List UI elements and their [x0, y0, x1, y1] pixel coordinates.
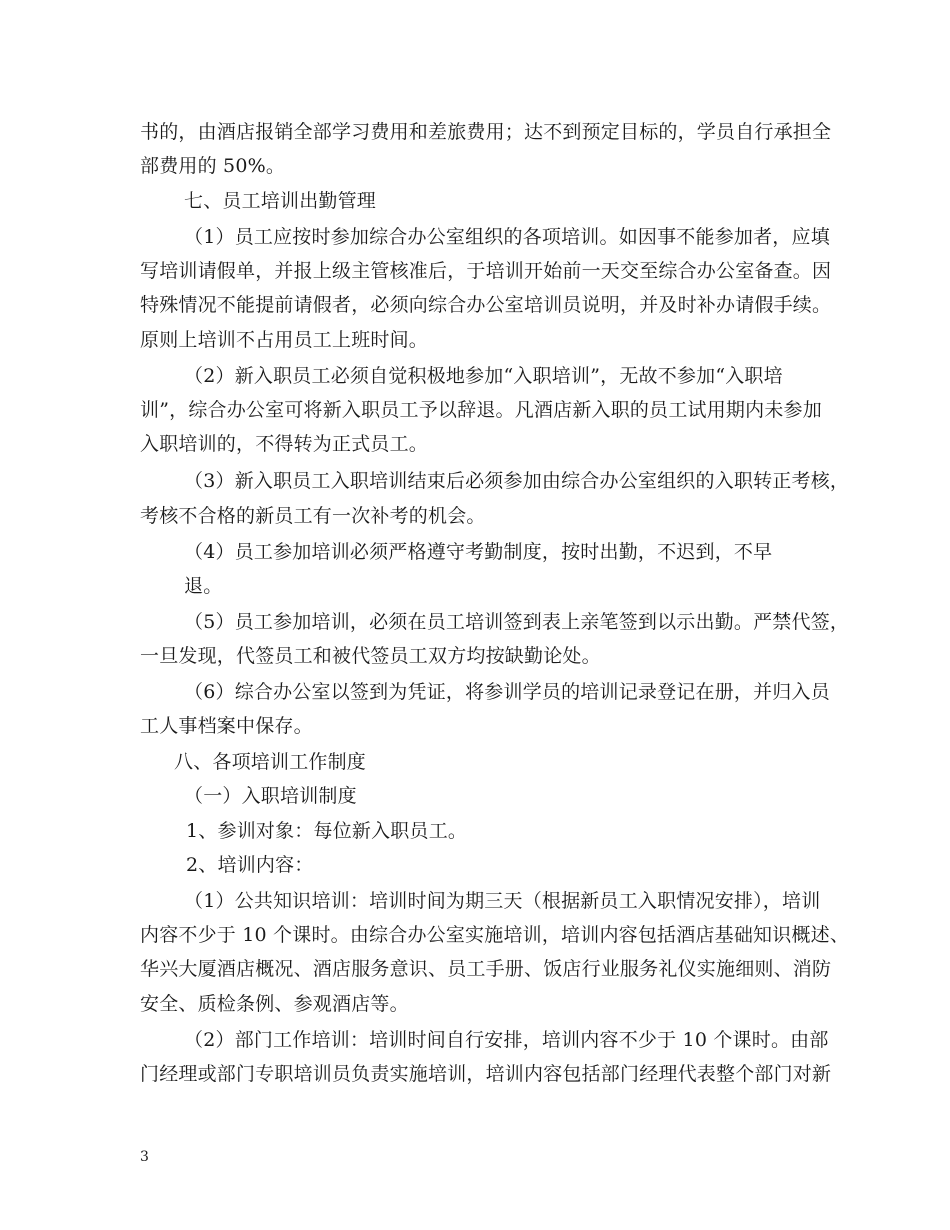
- text-line: 华兴大厦酒店概况、酒店服务意识、员工手册、饭店行业服务礼仪实施细则、消防: [140, 958, 832, 980]
- text-line: 一旦发现，代签员工和被代签员工双方均按缺勤论处。: [140, 645, 601, 667]
- text-line: 考核不合格的新员工有一次补考的机会。: [140, 505, 486, 527]
- text-line: 部费用的 50%。: [140, 155, 286, 177]
- text-line: 入职培训的，不得转为正式员工。: [140, 433, 429, 455]
- text-line: （6）综合办公室以签到为凭证，将参训学员的培训记录登记在册，并归入员: [184, 681, 830, 703]
- subsection-heading: （一）入职培训制度: [184, 785, 357, 807]
- text-line: （2）部门工作培训：培训时间自行安排，培训内容不少于 10 个课时。由部: [184, 1029, 829, 1051]
- text-line: 工人事档案中保存。: [140, 715, 313, 737]
- text-line: 写培训请假单，并报上级主管核准后，于培训开始前一天交至综合办公室备查。因: [140, 260, 832, 282]
- text-line: 特殊情况不能提前请假者，必须向综合办公室培训员说明，并及时补办请假手续。: [140, 294, 832, 316]
- text-line: （2）新入职员工必须自觉积极地参加“入职培训”，无故不参加“入职培: [184, 365, 783, 387]
- text-line: 安全、质检条例、参观酒店等。: [140, 993, 409, 1015]
- text-line: 书的，由酒店报销全部学习费用和差旅费用；达不到预定目标的，学员自行承担全: [140, 121, 832, 143]
- text-line: 原则上培训不占用员工上班时间。: [140, 329, 429, 351]
- text-line: 内容不少于 10 个课时。由综合办公室实施培训，培训内容包括酒店基础知识概述、: [140, 924, 850, 946]
- text-line: （5）员工参加培训，必须在员工培训签到表上亲笔签到以示出勤。严禁代签，: [184, 611, 850, 633]
- text-line: （1）公共知识培训：培训时间为期三天（根据新员工入职情况安排），培训: [184, 890, 821, 912]
- page-number: 3: [140, 1149, 149, 1165]
- text-line: 2、培训内容：: [186, 854, 314, 876]
- text-line: 训”，综合办公室可将新入职员工予以辞退。凡酒店新入职的员工试用期内未参加: [140, 399, 822, 421]
- text-line: （3）新入职员工入职培训结束后必须参加由综合办公室组织的入职转正考核，: [184, 470, 850, 492]
- text-line: 退。: [184, 575, 223, 597]
- text-line: （1）员工应按时参加综合办公室组织的各项培训。如因事不能参加者，应填: [184, 226, 830, 248]
- section-heading: 七、员工培训出勤管理: [184, 190, 377, 212]
- text-line: （4）员工参加培训必须严格遵守考勤制度，按时出勤，不迟到，不早: [184, 541, 773, 563]
- section-heading: 八、各项培训工作制度: [174, 751, 367, 773]
- text-line: 1、参训对象：每位新入职员工。: [186, 820, 468, 842]
- text-line: 门经理或部门专职培训员负责实施培训，培训内容包括部门经理代表整个部门对新: [140, 1063, 832, 1085]
